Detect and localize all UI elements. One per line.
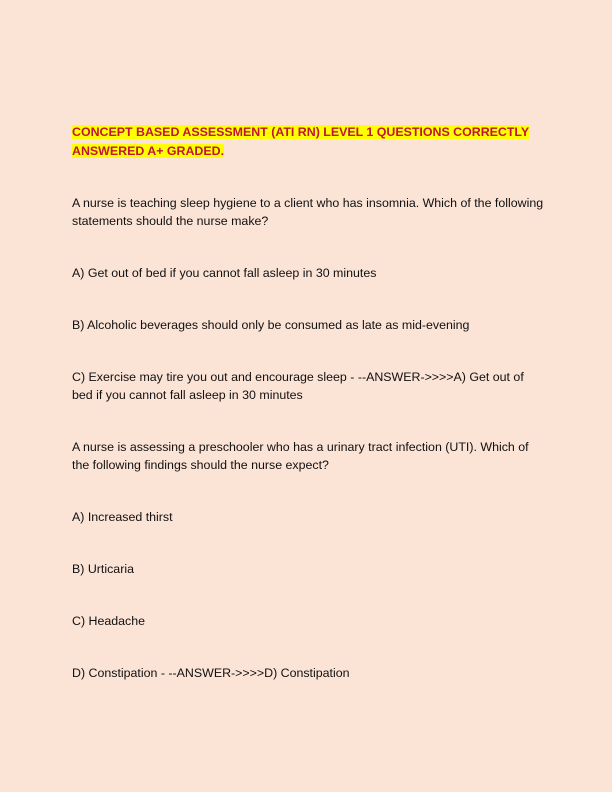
- question-2-option-a: A) Increased thirst: [72, 510, 173, 524]
- document-title: [72, 123, 547, 161]
- question-1-option-b: B) Alcoholic beverages should only be consumed as late as mid-evening: [72, 318, 470, 332]
- question-1-option-a: A) Get out of bed if you cannot fall asleep in 30 minutes: [72, 266, 377, 280]
- document-page: [72, 123, 547, 716]
- question-2-option-c: C) Headache: [72, 614, 146, 628]
- question-2-stem: A nurse is assessing a preschooler who has a urinary tract infection (UTI). Which of the following findings should the nurse expect?: [72, 440, 529, 472]
- question-1-option-c-answer: C) Exercise may tire you out and encourage sleep - --ANSWER->>>>A) Get out of bed if you cannot fall asleep in 30 minutes: [72, 370, 524, 402]
- document-title-line-2: ANSWERED A+ GRADED.: [72, 144, 225, 158]
- question-2-option-d-answer: D) Constipation - --ANSWER->>>>D) Constipation: [72, 666, 350, 680]
- document-title-line-1: CONCEPT BASED ASSESSMENT (ATI RN) LEVEL 1 QUESTIONS CORRECTLY: [72, 125, 530, 139]
- question-1-stem: A nurse is teaching sleep hygiene to a client who has insomnia. Which of the following statements should the nurse make?: [72, 196, 544, 228]
- question-2-option-b: B) Urticaria: [72, 562, 134, 576]
